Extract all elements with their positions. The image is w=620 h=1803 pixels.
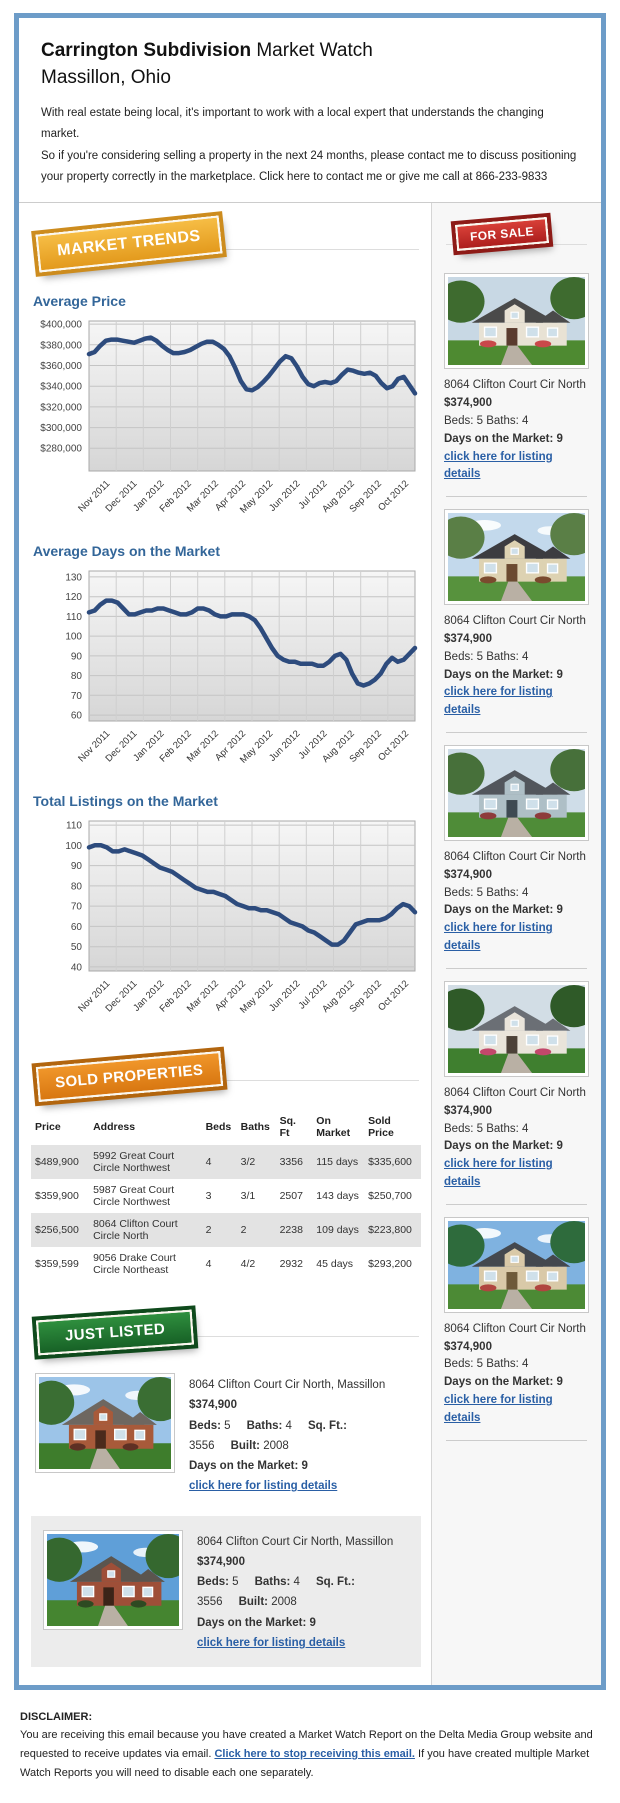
property-photo[interactable] [444,1217,589,1313]
listing-beds-baths: Beds: 5 Baths: 4 [444,886,529,899]
listing-days-on-market: Days on the Market: 9 [197,1616,316,1629]
svg-text:Sep 2012: Sep 2012 [347,728,385,766]
cell-baths: 4/2 [240,1258,256,1271]
svg-text:Oct 2012: Oct 2012 [376,728,412,764]
svg-text:Dec 2011: Dec 2011 [103,478,140,515]
listing-details [197,1530,409,1653]
svg-text:Sep 2012: Sep 2012 [347,478,385,516]
svg-text:Aug 2012: Aug 2012 [320,978,357,1016]
for-sale-listing [444,745,589,969]
listing-address: 8064 Clifton Court Cir North [444,379,586,392]
svg-text:May 2012: May 2012 [238,978,276,1016]
market-trends-badge-row [31,219,421,277]
cell-beds: 3 [205,1190,212,1203]
cell-soldprice: $223,800 [368,1224,412,1237]
divider-line [446,496,587,497]
svg-text:$400,000: $400,000 [40,319,82,331]
listing-details [189,1373,417,1496]
svg-text:Jul 2012: Jul 2012 [296,728,330,762]
listing-price: $374,900 [189,1399,237,1412]
for-sale-badge-row [444,217,589,269]
col-baths: Baths [240,1121,270,1134]
svg-text:Feb 2012: Feb 2012 [157,478,194,515]
total-listings-chart [31,815,421,1027]
col-onmarket: On Market [316,1115,351,1140]
city-state: Massillon, Ohio [41,66,171,88]
svg-text:Apr 2012: Apr 2012 [213,478,249,514]
svg-text:70: 70 [70,691,82,703]
listing-details-link[interactable]: click here for listing details [444,1394,553,1424]
built-value: 2008 [271,1596,297,1609]
listing-price: $374,900 [444,1340,492,1353]
sidebar [431,203,601,1685]
svg-text:60: 60 [70,922,82,934]
svg-text:Jul 2012: Jul 2012 [296,478,330,512]
svg-text:40: 40 [70,962,82,974]
total-listings-title: Total Listings on the Market [33,793,218,810]
beds-label: Beds: [189,1419,221,1432]
svg-text:Mar 2012: Mar 2012 [184,478,222,515]
svg-text:100: 100 [65,841,82,853]
svg-text:Apr 2012: Apr 2012 [213,728,249,764]
svg-text:$300,000: $300,000 [40,423,82,435]
svg-text:Feb 2012: Feb 2012 [157,978,194,1015]
listing-price: $374,900 [197,1556,245,1569]
cell-baths: 3/2 [240,1156,256,1169]
svg-text:$280,000: $280,000 [40,443,82,455]
built-label: Built: [230,1439,260,1452]
cell-address: 5992 Great Court Circle Northwest [93,1150,175,1175]
listing-address: 8064 Clifton Court Cir North, Massillon [189,1379,386,1392]
listing-days-on-market: Days on the Market: 9 [444,432,563,445]
baths-value: 4 [285,1419,292,1432]
unsubscribe-link[interactable]: Click here to stop receiving this email. [214,1748,415,1761]
svg-text:120: 120 [65,592,82,604]
col-soldprice: Sold Price [368,1115,394,1140]
subdivision-name: Carrington Subdivision [41,40,252,61]
svg-text:130: 130 [65,572,82,584]
listing-details-link[interactable]: click here for listing details [197,1636,346,1649]
listing-days-on-market: Days on the Market: 9 [444,1140,563,1153]
svg-text:Sep 2012: Sep 2012 [347,978,385,1016]
sqft-label: Sq. Ft.: [315,1576,355,1589]
listing-days-on-market: Days on the Market: 9 [444,668,563,681]
table-row [31,1213,421,1247]
svg-text:Jan 2012: Jan 2012 [131,978,167,1015]
listing-address: 8064 Clifton Court Cir North [444,1086,586,1099]
svg-text:Jan 2012: Jan 2012 [131,478,167,515]
svg-text:60: 60 [70,710,82,722]
col-beds: Beds [205,1121,232,1134]
cell-price: $359,599 [35,1258,79,1271]
svg-text:Feb 2012: Feb 2012 [157,728,194,765]
for-sale-listing [444,1217,589,1441]
svg-text:Oct 2012: Oct 2012 [376,478,412,514]
listing-price: $374,900 [444,632,492,645]
table-header-row [31,1109,421,1145]
page-title [41,38,579,91]
listing-details-link[interactable]: click here for listing details [444,1158,553,1188]
svg-text:$380,000: $380,000 [40,340,82,352]
svg-text:Nov 2011: Nov 2011 [76,478,113,515]
listing-beds-baths: Beds: 5 Baths: 4 [444,414,529,427]
disclaimer-text: If you have created multiple Market Watch Reports you will need to disable each one separately. [20,1748,590,1779]
newsletter-frame [14,13,606,1690]
listing-beds-baths: Beds: 5 Baths: 4 [444,1358,529,1371]
property-photo[interactable] [444,273,589,369]
beds-value: 5 [232,1576,239,1589]
svg-text:90: 90 [70,861,82,873]
cell-address: 8064 Clifton Court Circle North [93,1218,178,1243]
listing-days-on-market: Days on the Market: 9 [444,1376,563,1389]
average-price-title: Average Price [33,293,126,310]
title-suffix: Market Watch [251,40,373,61]
property-photo[interactable] [444,745,589,841]
disclaimer [0,1700,620,1803]
listing-beds-baths: Beds: 5 Baths: 4 [444,1122,529,1135]
disclaimer-heading: DISCLAIMER: [20,1710,93,1723]
property-photo[interactable] [35,1373,175,1473]
listing-price: $374,900 [444,1104,492,1117]
beds-value: 5 [224,1419,231,1432]
svg-text:Oct 2012: Oct 2012 [376,978,412,1014]
svg-text:$320,000: $320,000 [40,402,82,414]
cell-price: $489,900 [35,1156,79,1169]
svg-text:110: 110 [66,820,82,832]
listing-address: 8064 Clifton Court Cir North [444,1322,586,1335]
table-row [31,1179,421,1213]
svg-text:110: 110 [66,612,82,624]
email-newsletter [0,13,620,1803]
cell-price: $256,500 [35,1224,79,1237]
svg-text:50: 50 [70,942,82,954]
cell-baths: 2 [240,1224,247,1237]
svg-text:May 2012: May 2012 [238,728,276,766]
col-sqft: Sq. Ft [279,1115,296,1140]
listing-beds-baths: Beds: 5 Baths: 4 [444,650,529,663]
listing-details-link[interactable]: click here for listing details [444,686,553,717]
cell-sqft: 2507 [279,1190,303,1203]
baths-label: Baths: [246,1419,283,1432]
main-column [19,203,431,1685]
cell-price: $359,900 [35,1190,79,1203]
just-listed-badge: JUST LISTED [36,1310,194,1356]
col-address: Address [93,1121,136,1134]
sqft-value: 3556 [189,1439,215,1452]
svg-text:Mar 2012: Mar 2012 [184,728,222,765]
svg-text:Dec 2011: Dec 2011 [103,978,140,1015]
sold-properties-badge: SOLD PROPERTIES [36,1051,223,1102]
cell-beds: 4 [205,1156,212,1169]
average-price-chart [31,315,421,527]
cell-soldprice: $293,200 [368,1258,412,1271]
content-area [19,202,601,1685]
property-photo[interactable] [444,981,589,1077]
cell-address: 5987 Great Court Circle Northwest [93,1184,175,1209]
svg-text:Jul 2012: Jul 2012 [296,978,330,1012]
listing-details-link[interactable]: click here for listing details [444,922,553,953]
col-price: Price [35,1121,61,1134]
intro-line: With real estate being local, it's important to work with a local expert that understands the changing market. [41,107,544,141]
svg-text:Nov 2011: Nov 2011 [76,978,113,1015]
svg-text:Apr 2012: Apr 2012 [213,978,249,1014]
baths-label: Baths: [254,1576,291,1589]
svg-text:70: 70 [70,901,82,913]
average-days-title: Average Days on the Market [33,543,220,560]
average-days-chart [31,565,421,777]
cell-soldprice: $250,700 [368,1190,412,1203]
listing-details-link[interactable]: click here for listing details [444,450,553,481]
for-sale-listing [444,273,589,497]
svg-text:80: 80 [70,671,82,683]
cell-beds: 4 [205,1258,212,1271]
listing-days-on-market: Days on the Market: 9 [189,1459,308,1472]
cell-soldprice: $335,600 [368,1156,412,1169]
listing-price: $374,900 [444,868,492,881]
svg-text:$360,000: $360,000 [40,361,82,373]
just-listed-listing [35,1373,417,1496]
cell-sqft: 2238 [279,1224,303,1237]
svg-text:Aug 2012: Aug 2012 [320,478,357,516]
svg-text:Jun 2012: Jun 2012 [267,478,303,515]
for-sale-listing [444,981,589,1205]
cell-address: 9056 Drake Court Circle Northeast [93,1252,176,1277]
for-sale-listing [444,509,589,733]
svg-text:100: 100 [65,631,82,643]
listing-address: 8064 Clifton Court Cir North, Massillon [197,1536,394,1548]
table-row [31,1145,421,1179]
cell-onmarket: 109 days [316,1224,359,1237]
cell-beds: 2 [205,1224,212,1237]
for-sale-badge: FOR SALE [455,217,549,251]
cell-sqft: 3356 [279,1156,303,1169]
cell-onmarket: 45 days [316,1258,354,1271]
newsletter-header [19,18,601,202]
cell-onmarket: 143 days [316,1190,359,1203]
just-listed-listing [31,1516,421,1667]
listing-price: $374,900 [444,397,492,410]
listing-address: 8064 Clifton Court Cir North [444,851,586,863]
divider-line [446,1440,587,1441]
svg-text:Jan 2012: Jan 2012 [131,728,167,765]
built-value: 2008 [263,1439,289,1452]
for-sale-listings [444,273,589,1440]
table-row [31,1247,421,1281]
divider-line [446,732,587,733]
sold-properties-table [31,1109,421,1281]
cell-baths: 3/1 [240,1190,256,1203]
disclaimer-text: You are receiving this email because you have created a Market Watch Report on the Delta Media Group website and requested to receive updates via email. [20,1729,593,1761]
svg-text:Jun 2012: Jun 2012 [267,978,303,1015]
divider-line [446,1204,587,1205]
cell-onmarket: 115 days [316,1156,359,1169]
listing-days-on-market: Days on the Market: 9 [444,904,563,917]
svg-text:Jun 2012: Jun 2012 [267,728,303,765]
svg-text:90: 90 [70,651,82,663]
beds-label: Beds: [197,1576,229,1589]
svg-text:Nov 2011: Nov 2011 [76,728,113,765]
sqft-value: 3556 [197,1596,223,1609]
just-listed-badge-row [31,1309,421,1361]
svg-text:80: 80 [70,881,82,893]
svg-text:May 2012: May 2012 [238,478,276,516]
sqft-label: Sq. Ft.: [307,1419,347,1432]
built-label: Built: [238,1596,268,1609]
svg-text:Dec 2011: Dec 2011 [103,728,140,765]
intro-line: your property correctly in the marketplace. Click here to contact me or give me call at 866-233-9833 [41,170,548,183]
svg-text:Aug 2012: Aug 2012 [320,728,357,766]
cell-sqft: 2932 [279,1258,303,1271]
property-photo[interactable] [444,509,589,605]
baths-value: 4 [293,1576,300,1589]
divider-line [446,968,587,969]
svg-text:Mar 2012: Mar 2012 [184,978,222,1015]
just-listed-section [31,1373,421,1667]
sold-properties-badge-row [31,1053,421,1105]
listing-specs [189,1416,417,1456]
market-trends-badge: MARKET TRENDS [36,216,223,273]
intro-line: So if you're considering selling a property in the next 24 months, please contact me to discuss positioning [41,149,577,162]
property-photo[interactable] [43,1530,183,1630]
listing-address: 8064 Clifton Court Cir North [444,615,586,628]
listing-specs [197,1572,409,1612]
intro-text [41,103,579,188]
listing-details-link[interactable]: click here for listing details [189,1479,338,1492]
svg-text:$340,000: $340,000 [40,381,82,393]
